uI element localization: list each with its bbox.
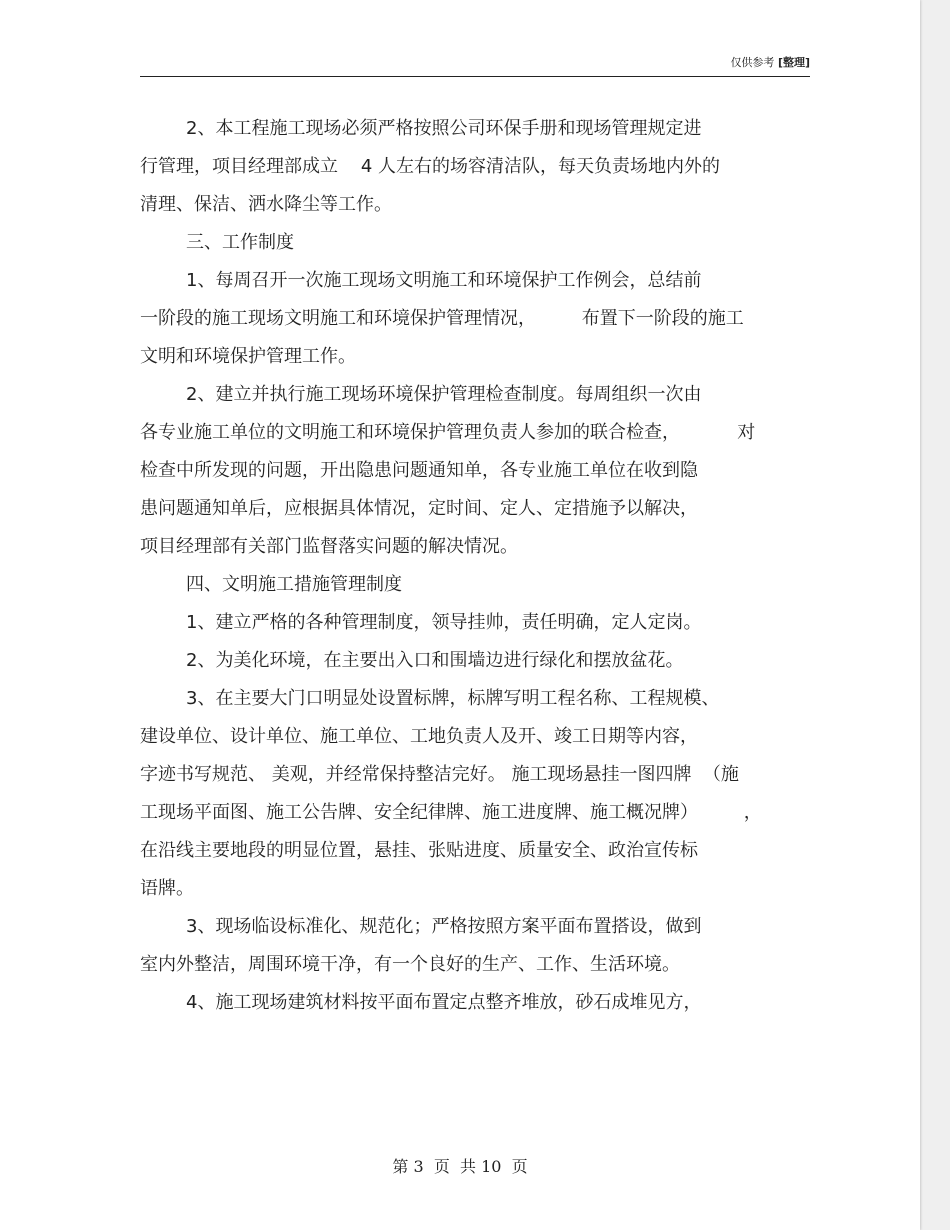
header-text: 仅供参考: [730, 56, 775, 69]
text-line: 2、建立并执行施工现场环境保护管理检查制度。每周组织一次由: [186, 384, 702, 405]
text-line: 三、工作制度: [186, 232, 294, 253]
text-line: 2、本工程施工现场必须严格按照公司环保手册和现场管理规定进: [186, 118, 702, 139]
text-line: 检查中所发现的问题，开出隐患问题通知单，各专业施工单位在收到隐: [140, 460, 698, 481]
text-line: 行管理，项目经理部成立 4 人左右的场容清洁队，每天负责场地内外的: [140, 156, 721, 177]
text-line: 四、文明施工措施管理制度: [186, 574, 402, 595]
text-line: 各专业施工单位的文明施工和环境保护管理负责人参加的联合检查， 对: [140, 422, 756, 443]
text-line: 2、为美化环境，在主要出入口和围墙边进行绿化和摆放盆花。: [186, 650, 684, 671]
text-line: 3、在主要大门口明显处设置标牌，标牌写明工程名称、工程规模、: [186, 688, 720, 709]
text-line: 室内外整洁，周围环境干净，有一个良好的生产、工作、生活环境。: [140, 954, 680, 975]
document-body: [140, 110, 820, 1022]
text-line: 工现场平面图、施工公告牌、安全纪律牌、施工进度牌、施工概况牌） ，: [140, 802, 762, 823]
text-line: 语牌。: [140, 878, 194, 899]
text-line: 清理、保洁、洒水降尘等工作。: [140, 194, 392, 215]
text-line: 1、建立严格的各种管理制度，领导挂帅，责任明确，定人定岗。: [186, 612, 702, 633]
header-label: [整理]: [777, 56, 810, 69]
page-footer: 第 3 页 共 10 页: [392, 1157, 528, 1176]
text-line: 1、每周召开一次施工现场文明施工和环境保护工作例会，总结前: [186, 270, 702, 291]
page-header: [140, 56, 810, 77]
text-line: 建设单位、设计单位、施工单位、工地负责人及开、竣工日期等内容，: [140, 726, 698, 747]
text-line: 字迹书写规范、 美观，并经常保持整洁完好。 施工现场悬挂一图四牌 （施: [140, 764, 739, 785]
text-line: 项目经理部有关部门监督落实问题的解决情况。: [140, 536, 518, 557]
text-line: 文明和环境保护管理工作。: [140, 346, 356, 367]
text-line: 患问题通知单后，应根据具体情况，定时间、定人、定措施予以解决，: [140, 498, 698, 519]
text-line: 一阶段的施工现场文明施工和环境保护管理情况， 布置下一阶段的施工: [140, 308, 744, 329]
text-line: 4、施工现场建筑材料按平面布置定点整齐堆放，砂石成堆见方，: [186, 992, 702, 1013]
text-line: 在沿线主要地段的明显位置，悬挂、张贴进度、质量安全、政治宣传标: [140, 840, 698, 861]
text-line: 3、现场临设标准化、规范化；严格按照方案平面布置搭设，做到: [186, 916, 702, 937]
